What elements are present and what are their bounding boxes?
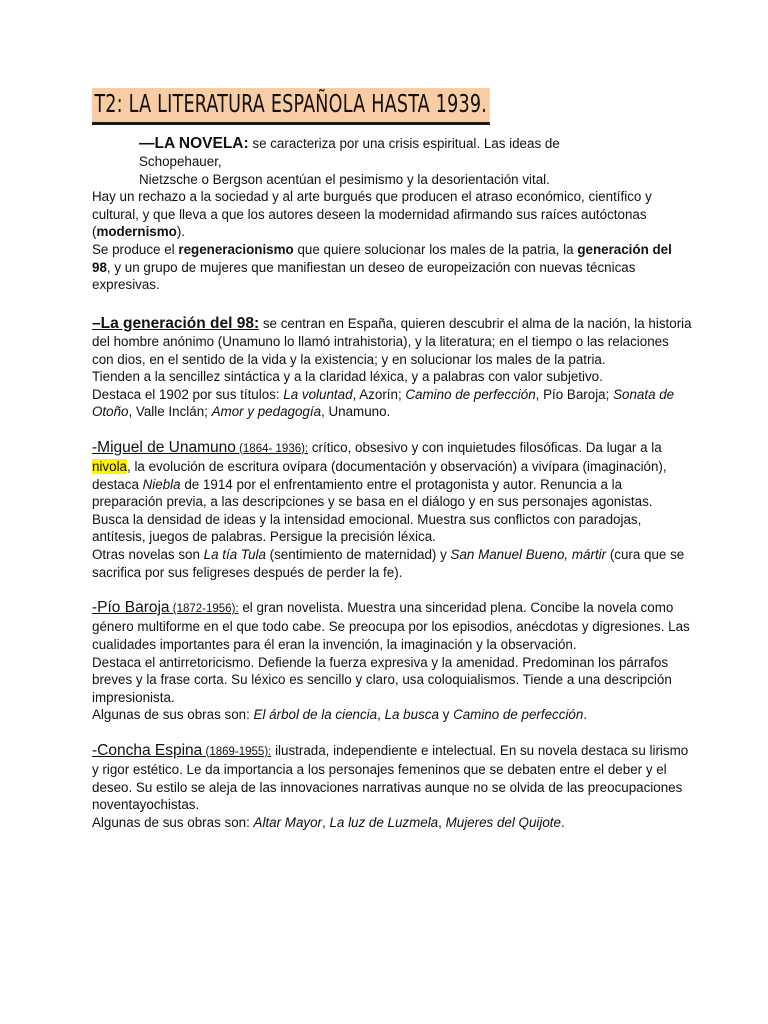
novela-line-3: Nietzsche o Bergson acentúan el pesimismo y la desorientación vital. — [139, 171, 550, 187]
baroja-dates: (1872-1956): — [169, 602, 239, 615]
work-title: Altar Mayor — [253, 814, 322, 830]
text-span: Algunas de sus obras son: — [92, 814, 254, 830]
spacer — [92, 581, 692, 599]
text-span: , — [438, 814, 446, 830]
espina-paragraph — [92, 742, 692, 814]
generacion-98-term: generación del 98 — [92, 241, 672, 275]
unamuno-works-paragraph — [92, 546, 692, 581]
work-title: Mujeres del Quijote — [445, 814, 561, 830]
text-span: , — [322, 814, 330, 830]
text-span: (sentimiento de maternidad) y — [265, 547, 451, 563]
spacer — [92, 421, 692, 439]
text-span: que quiere solucionar los males de la patria, la — [293, 241, 578, 257]
text-span: crítico, obsesivo y con inquietudes filosóficas. Da lugar a la — [308, 439, 662, 455]
regeneracionismo-paragraph — [92, 241, 692, 294]
espina-dates: (1869-1955): — [202, 745, 272, 758]
text-span: , la evolución de escritura ovípara (documentación y observación) a vivípara (imaginación), destaca — [92, 459, 667, 492]
spacer — [92, 724, 692, 742]
text-span: y — [438, 707, 454, 723]
text-span: , Valle Inclán; — [128, 404, 212, 420]
novela-line-2: Schopehauer, — [139, 154, 222, 169]
text-span: de 1914 por el enfrentamiento entre el protagonista y autor. Renuncia a la preparación previa, a las descripciones y se basa en el diálogo y en sus personajes agonistas. Busca la densidad de ideas y la intensidad emocional. Muestra sus conflictos con paradojas, antítesis, juegos de palabras. Persigue la precisión léxica. — [92, 476, 653, 545]
work-title: Niebla — [142, 476, 181, 492]
work-title: Camino de perfección — [453, 707, 584, 723]
novela-intro-text: se caracteriza por una crisis espiritual. Las ideas de — [248, 136, 560, 151]
text-span: Otras novelas son — [92, 547, 204, 563]
text-span: Algunas de sus obras son: — [92, 707, 254, 723]
text-span: ). — [176, 224, 186, 240]
baroja-works-paragraph — [92, 706, 692, 724]
gen98-style-paragraph: Tienden a la sencillez sintáctica y a la claridad léxica, y a palabras con valor subjetivo. — [92, 369, 603, 385]
gen98-paragraph — [92, 315, 692, 368]
text-span: se centran en España, quieren descubrir el alma de la nación, la historia del hombre anónimo (Unamuno lo llamó intrahistoria), y la literatura; en el tiempo o las relaciones con dios, en el sentido de la vida y la existencia; y en solucionar los males de la patria. — [92, 316, 692, 367]
work-title: La busca — [384, 707, 439, 723]
text-span: . — [560, 814, 565, 830]
page-title: T2: LA LITERATURA ESPAÑOLA HASTA 1939. — [92, 88, 489, 125]
unamuno-dates: (1864- 1936): — [235, 442, 309, 455]
text-span: Hay un rechazo a la sociedad y al arte burgués que producen el atraso económico, científico y cultural, y que lleva a que los autores deseen la modernidad afirmando sus raíces autóctonas ( — [92, 189, 652, 240]
modernismo-term: modernismo — [96, 224, 177, 240]
novela-intro-line — [92, 134, 692, 153]
text-span: . — [583, 707, 588, 723]
gen98-heading: –La generación del 98: — [92, 315, 260, 333]
work-title: Amor y pedagogía — [211, 404, 322, 420]
regeneracionismo-term: regeneracionismo — [178, 241, 294, 257]
text-span: , Unamuno. — [321, 404, 391, 420]
work-title: La tía Tula — [203, 547, 266, 563]
unamuno-paragraph — [92, 439, 692, 547]
document-body — [92, 134, 692, 832]
baroja-paragraph — [92, 599, 692, 654]
espina-heading: -Concha Espina — [92, 741, 203, 759]
text-span: Se produce el — [92, 241, 179, 257]
work-title: La luz de Luzmela — [329, 814, 439, 830]
unamuno-heading: -Miguel de Unamuno — [92, 438, 236, 456]
text-span: , Pío Baroja; — [535, 386, 614, 402]
novela-heading: LA NOVELA: — [154, 135, 249, 152]
nivola-highlight: nivola — [92, 459, 127, 475]
work-title: Sonata de Otoño — [92, 386, 675, 420]
text-span: (cura que se sacrifica por sus feligreses después de perder la fe). — [92, 547, 685, 580]
spacer — [92, 294, 692, 312]
text-span: ilustrada, independiente e intelectual. En su novela destaca su lirismo y rigor estético. Le da importancia a los personajes femeninos que se debaten entre el deber y el deseo. Su estilo se aleja de las innovaciones narrativas aunque no se olvida de las preocupaciones noventayochistas. — [92, 742, 689, 813]
text-span: , y un grupo de mujeres que manifiestan un deseo de europeización con nuevas técnicas expresivas. — [92, 259, 636, 293]
espina-works-paragraph — [92, 814, 692, 832]
gen98-works-paragraph — [92, 386, 692, 421]
work-title: San Manuel Bueno, mártir — [450, 547, 607, 563]
em-dash: — — [139, 135, 155, 152]
text-span: , — [377, 707, 385, 723]
work-title: La voluntad — [283, 386, 353, 402]
modernismo-paragraph — [92, 188, 692, 241]
baroja-heading: -Pío Baroja — [92, 598, 170, 616]
text-span: el gran novelista. Muestra una sinceridad plena. Concibe la novela como género multiforme en el que todo cabe. Se preocupa por los episodios, anécdotas y digresiones. Las cualidades importantes para él eran la invención, la imaginación y la observación. — [92, 599, 690, 653]
work-title: El árbol de la ciencia — [253, 707, 378, 723]
baroja-style-paragraph: Destaca el antirretoricismo. Defiende la fuerza expresiva y la amenidad. Predominan los párrafos breves y la frase corta. Su léxico es sencillo y claro, usa coloquialismos. Tiende a una descripción impresionista. — [92, 654, 672, 705]
text-span: , Azorín; — [352, 386, 406, 402]
work-title: Camino de perfección — [405, 386, 536, 402]
text-span: Destaca el 1902 por sus títulos: — [92, 386, 284, 402]
